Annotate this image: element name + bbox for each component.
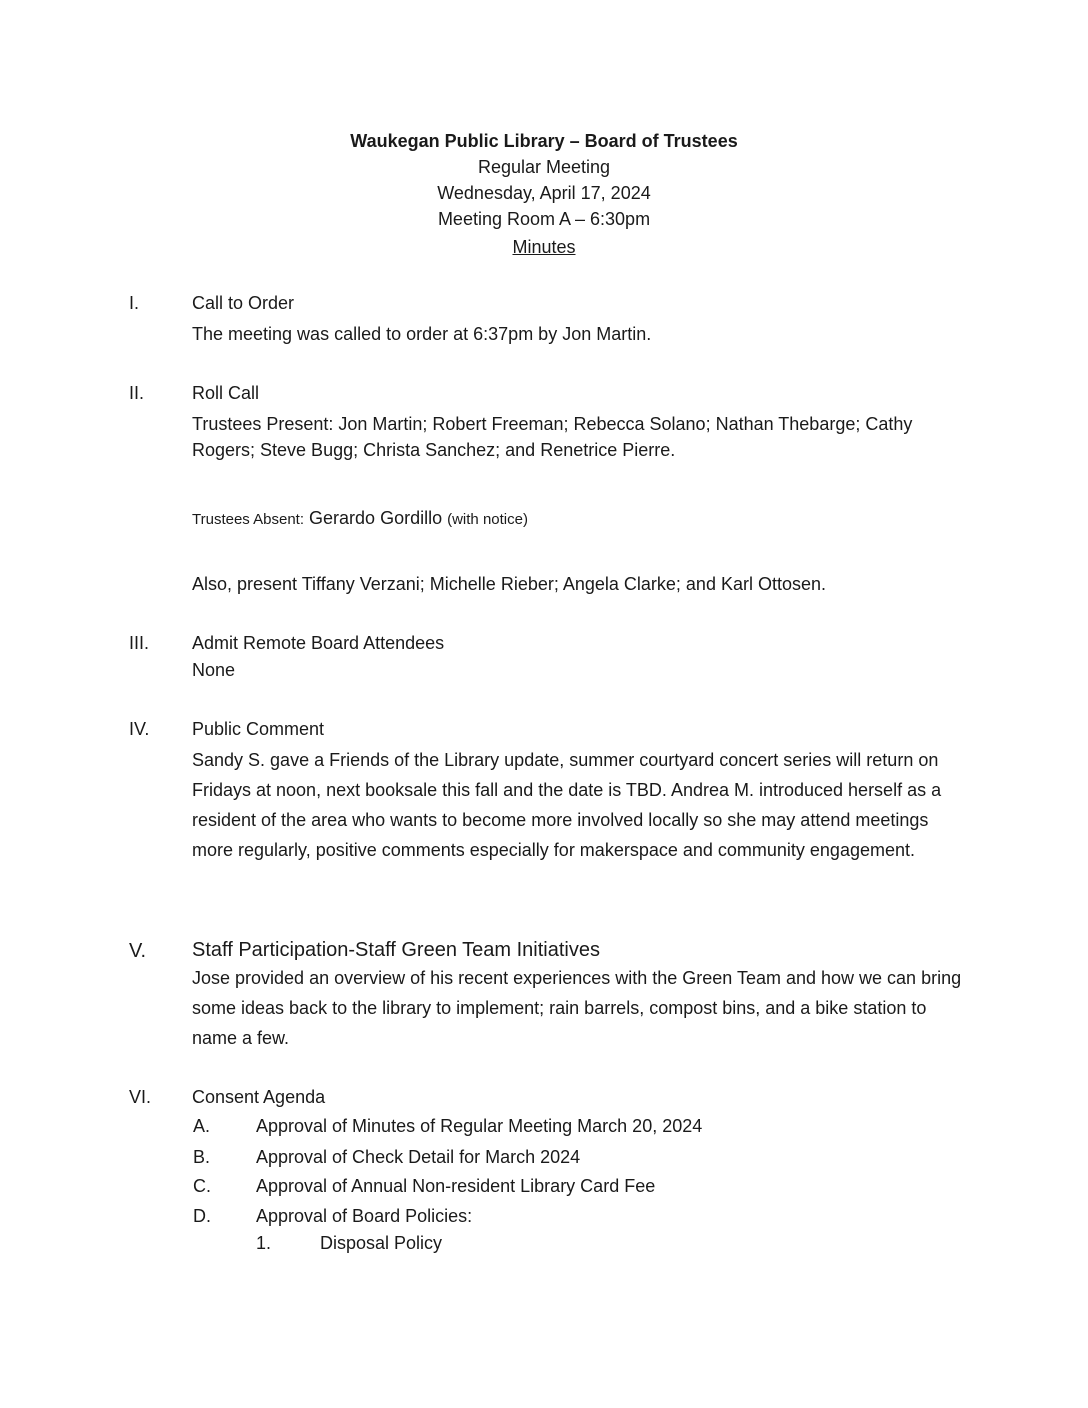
section-heading: Consent Agenda: [192, 1087, 326, 1107]
document-header: [0, 128, 1088, 260]
agenda-item-letter: B.: [193, 1147, 211, 1167]
agenda-item-letter: C.: [193, 1176, 211, 1196]
section-heading: Roll Call: [192, 383, 260, 403]
section-number: V.: [129, 940, 147, 962]
minutes-label: Minutes: [512, 237, 576, 257]
section-number: IV.: [129, 719, 150, 739]
trustees-absent-label: Trustees Absent:: [192, 511, 305, 528]
section-heading: Admit Remote Board Attendees: [192, 633, 445, 653]
agenda-item-letter: D.: [193, 1206, 211, 1226]
agenda-item-text: Approval of Minutes of Regular Meeting March 20, 2024: [256, 1116, 703, 1136]
section-number: III.: [129, 633, 150, 653]
trustees-present: Trustees Present: Jon Martin; Robert Freeman; Rebecca Solano; Nathan Thebarge; Cathy Rogers; Steve Bugg; Christa Sanchez; and Renetrice Pierre.: [192, 414, 913, 460]
section-number: VI.: [129, 1087, 152, 1107]
section-number: II.: [129, 383, 145, 403]
section-heading: Public Comment: [192, 719, 325, 739]
meeting-location-time: Meeting Room A – 6:30pm: [437, 209, 651, 229]
meeting-date: Wednesday, April 17, 2024: [437, 183, 651, 203]
agenda-item-text: Approval of Check Detail for March 2024: [256, 1147, 581, 1167]
trustees-absent-name: Gerardo Gordillo: [309, 508, 443, 528]
meeting-type: Regular Meeting: [477, 157, 611, 177]
document-title: Waukegan Public Library – Board of Trustees: [350, 131, 738, 151]
policy-item-number: 1.: [256, 1233, 272, 1253]
section-text: None: [192, 660, 236, 680]
trustees-absent: [192, 503, 962, 535]
policy-item-text: Disposal Policy: [320, 1233, 443, 1253]
agenda-item-letter: A.: [193, 1116, 211, 1136]
also-present: Also, present Tiffany Verzani; Michelle Rieber; Angela Clarke; and Karl Ottosen.: [192, 574, 826, 594]
section-number: I.: [129, 293, 140, 313]
section-text: Sandy S. gave a Friends of the Library update, summer courtyard concert series will return on Fridays at noon, next booksale this fall and the date is TBD. Andrea M. introduced herself as a resident of the area who wants to become more involved locally so she may attend meetings more regularly, positive comments especially for makerspace and community engagement.: [192, 750, 942, 860]
section-heading: Staff Participation-Staff Green Team Initiatives: [192, 939, 600, 961]
section-heading: Call to Order: [192, 293, 295, 313]
section-text: Jose provided an overview of his recent experiences with the Green Team and how we can bring some ideas back to the library to implement; rain barrels, compost bins, and a bike station to name a few.: [192, 968, 962, 1048]
agenda-item-text: Approval of Board Policies:: [256, 1206, 473, 1226]
trustees-absent-note: (with notice): [447, 511, 528, 528]
agenda-item-text: Approval of Annual Non-resident Library Card Fee: [256, 1176, 656, 1196]
section-text: The meeting was called to order at 6:37pm by Jon Martin.: [192, 324, 652, 344]
